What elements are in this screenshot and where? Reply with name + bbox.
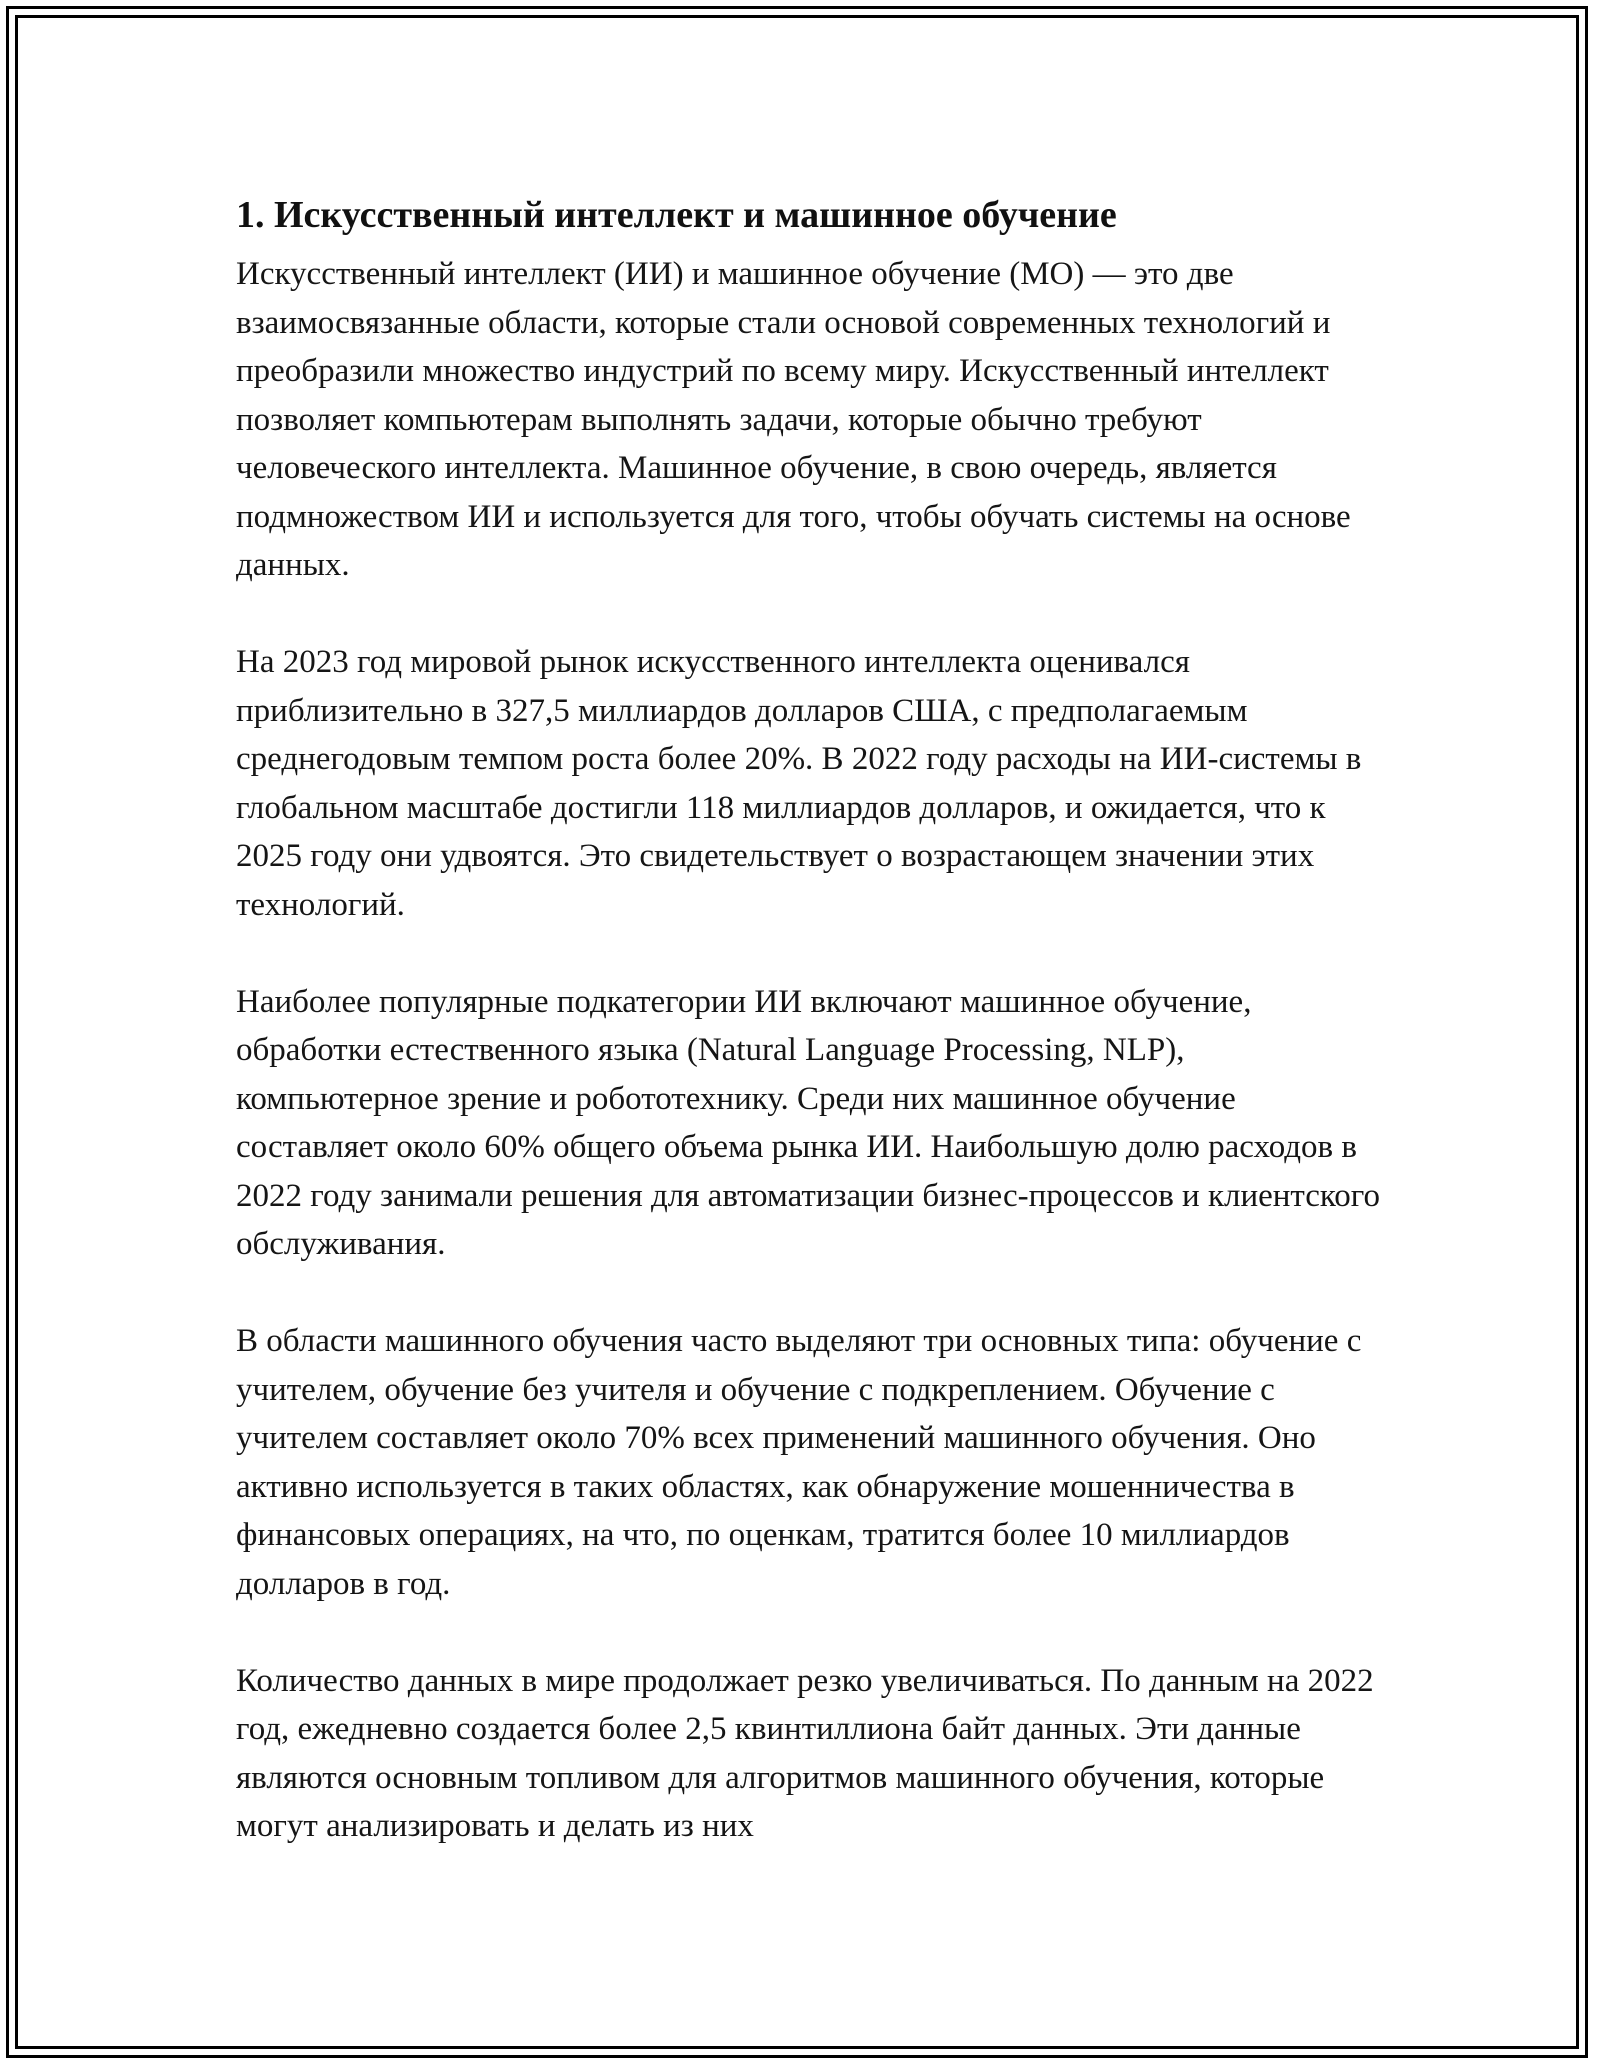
document-body: [236, 180, 1386, 1851]
paragraph-data-volume: Количество данных в мире продолжает резко увеличиваться. По данным на 2022 год, ежедневно создается более 2,5 квинтиллиона байт данных. Эти данные являются основным топливом для алгоритмов машинного обучения, которые могут анализировать и делать из них: [236, 1662, 1374, 1844]
paragraph-subcategories: Наиболее популярные подкатегории ИИ включают машинное обучение, обработки естественного языка (Natural Language Processing, NLP), компьютерное зрение и робототехнику. Среди них машинное обучение составляет около 60% общего объема рынка ИИ. Наибольшую долю расходов в 2022 году занимали решения для автоматизации бизнес-процессов и клиентского обслуживания.: [236, 983, 1380, 1262]
paragraph-market-size: На 2023 год мировой рынок искусственного интеллекта оценивался приблизительно в 327,5 миллиардов долларов США, с предполагаемым среднегодовым темпом роста более 20%. В 2022 году расходы на ИИ-системы в глобальном масштабе достигли 118 миллиардов долларов, и ожидается, что к 2025 году они удвоятся. Это свидетельствует о возрастающем значении этих технологий.: [236, 644, 1362, 923]
section-heading: 1. Искусственный интеллект и машинное обучение: [236, 194, 1117, 236]
paragraph-ai-ml-intro: Искусственный интеллект (ИИ) и машинное обучение (МО) — это две взаимосвязанные области, которые стали основой современных технологий и преобразили множество индустрий по всему миру. Искусственный интеллект позволяет компьютерам выполнять задачи, которые обычно требуют человеческого интеллекта. Машинное обучение, в свою очередь, является подмножеством ИИ и используется для того, чтобы обучать системы на основе данных.: [236, 256, 1351, 583]
paragraph-ml-types: В области машинного обучения часто выделяют три основных типа: обучение с учителем, обучение без учителя и обучение с подкреплением. Обучение с учителем составляет около 70% всех применений машинного обучения. Оно активно используется в таких областях, как обнаружение мошенничества в финансовых операциях, на что, по оценкам, тратится более 10 миллиардов долларов в год.: [236, 1323, 1362, 1602]
